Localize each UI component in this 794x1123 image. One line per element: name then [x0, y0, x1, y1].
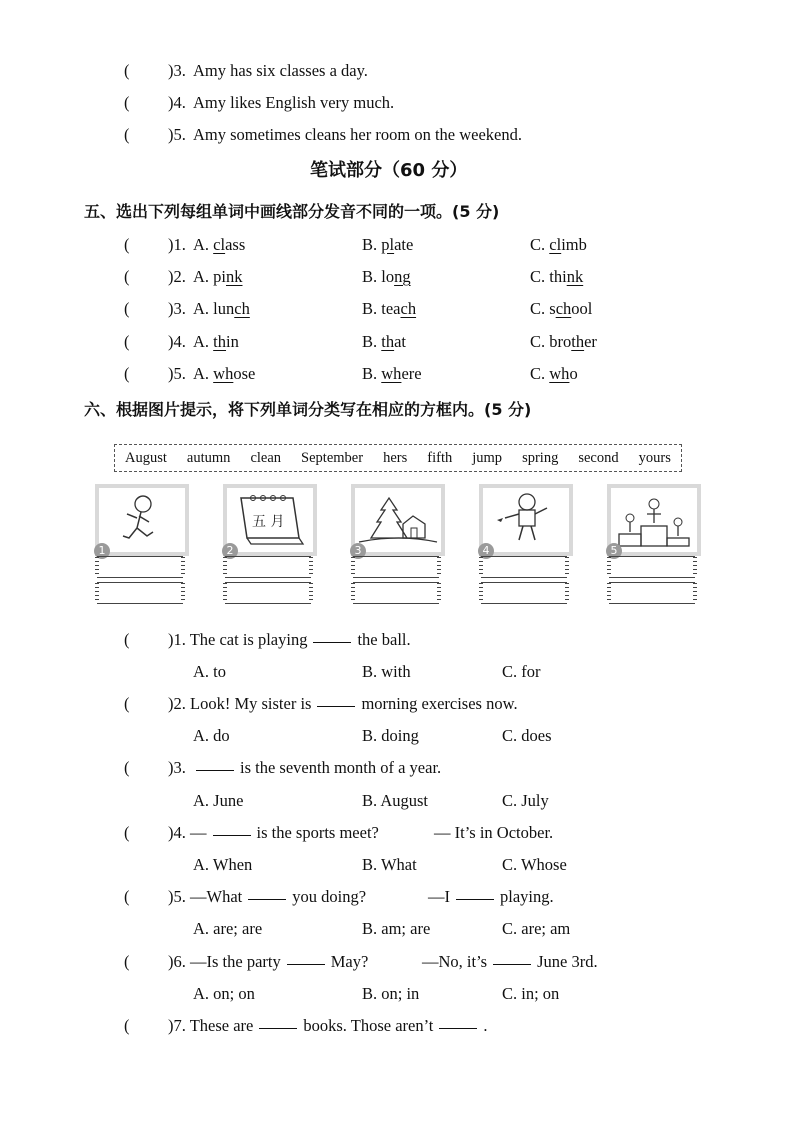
- option-c[interactable]: C. does: [502, 726, 552, 745]
- item-number: )7.: [168, 1016, 186, 1035]
- written-part-title: 笔试部分（60 分）: [310, 160, 468, 181]
- underlined-letters: wh: [381, 364, 402, 383]
- answer-paren[interactable]: (: [124, 1016, 130, 1035]
- word-bank-item: autumn: [186, 449, 231, 466]
- fill-blank[interactable]: [493, 963, 531, 965]
- question-part: The cat is playing: [189, 630, 308, 649]
- option-prefix: C. s: [530, 299, 556, 318]
- underlined-letters: th: [571, 332, 585, 351]
- answer-box[interactable]: [609, 556, 695, 578]
- question-part: —Is the party: [190, 952, 281, 971]
- question-text: [168, 1016, 488, 1036]
- option-prefix: C.: [530, 364, 550, 383]
- answer-paren[interactable]: (: [124, 93, 130, 112]
- answer-paren[interactable]: (: [124, 887, 130, 906]
- option-c[interactable]: [530, 364, 578, 384]
- option-suffix: in: [226, 332, 239, 351]
- fill-blank[interactable]: [287, 963, 325, 965]
- answer-box[interactable]: [481, 582, 567, 604]
- picture-number-badge: 4: [478, 543, 494, 559]
- option-prefix: C. bro: [530, 332, 572, 351]
- option-c[interactable]: C. for: [502, 662, 541, 681]
- underlined-letters: wh: [213, 364, 234, 383]
- option-b[interactable]: [362, 235, 413, 255]
- option-c[interactable]: [530, 235, 587, 255]
- word-bank-item: jump: [472, 449, 503, 466]
- picture-jumping-boy: [479, 484, 573, 556]
- statement-text: Amy sometimes cleans her room on the weekend.: [193, 125, 522, 144]
- option-a[interactable]: A. When: [193, 855, 253, 874]
- picture-number-badge: 3: [350, 543, 366, 559]
- word-bank-item: spring: [522, 449, 559, 466]
- answer-paren[interactable]: (: [124, 332, 130, 351]
- item-number: )6.: [168, 952, 186, 971]
- jumping-boy-icon: [483, 488, 569, 552]
- option-suffix: ool: [571, 299, 593, 318]
- question-part: is the seventh month of a year.: [240, 758, 442, 777]
- question-part: —I: [428, 887, 450, 906]
- option-prefix: C. thi: [530, 267, 567, 286]
- answer-box[interactable]: [97, 582, 183, 604]
- snowy-house-icon: [355, 488, 441, 552]
- option-b[interactable]: [362, 299, 416, 319]
- calendar-label: 五 月: [252, 514, 285, 530]
- option-a[interactable]: [193, 235, 245, 255]
- underlined-letters: ng: [394, 267, 411, 286]
- question-part: May?: [330, 952, 369, 971]
- answer-box[interactable]: [353, 582, 439, 604]
- answer-paren[interactable]: (: [124, 630, 130, 649]
- item-number: )4.: [168, 823, 186, 842]
- item-number: )5.: [168, 364, 186, 383]
- item-number: )2.: [168, 694, 186, 713]
- answer-paren[interactable]: (: [124, 235, 130, 254]
- option-a[interactable]: A. June: [193, 791, 244, 810]
- answer-paren[interactable]: (: [124, 823, 130, 842]
- option-b[interactable]: B. with: [362, 662, 411, 681]
- picture-running-boy: [95, 484, 189, 556]
- option-prefix: B. lo: [362, 267, 395, 286]
- answer-paren[interactable]: (: [124, 299, 130, 318]
- option-b[interactable]: [362, 267, 411, 287]
- answer-paren[interactable]: (: [124, 952, 130, 971]
- option-c[interactable]: [530, 267, 583, 287]
- option-c[interactable]: C. July: [502, 791, 549, 810]
- option-b[interactable]: B. August: [362, 791, 429, 810]
- underlined-letters: pl: [381, 235, 395, 254]
- item-number: )5.: [168, 887, 186, 906]
- option-c[interactable]: C. are; am: [502, 919, 571, 938]
- question-part: These are: [189, 1016, 254, 1035]
- answer-paren[interactable]: (: [124, 61, 130, 80]
- option-b[interactable]: B. What: [362, 855, 417, 874]
- answer-paren[interactable]: (: [124, 267, 130, 286]
- option-a[interactable]: [193, 299, 250, 319]
- option-a[interactable]: A. are; are: [193, 919, 263, 938]
- item-number: )4.: [168, 332, 186, 351]
- question-text: [168, 758, 441, 778]
- option-prefix: B.: [362, 364, 382, 383]
- answer-paren[interactable]: (: [124, 758, 130, 777]
- fill-blank[interactable]: [248, 898, 286, 900]
- question-part: playing.: [500, 887, 554, 906]
- section5-title: 五、选出下列每组单词中画线部分发音不同的一项。(5 分): [84, 202, 500, 221]
- question-part: Look! My sister is: [190, 694, 312, 713]
- answer-box[interactable]: [481, 556, 567, 578]
- question-part: —What: [190, 887, 243, 906]
- option-a[interactable]: A. do: [193, 726, 230, 745]
- word-bank-item: August: [125, 449, 167, 466]
- option-suffix: o: [569, 364, 578, 383]
- section6-title: 六、根据图片提示，将下列单词分类写在相应的方框内。(5 分): [84, 400, 532, 419]
- option-b[interactable]: [362, 332, 406, 352]
- fill-blank[interactable]: [439, 1027, 477, 1029]
- underlined-letters: ch: [555, 299, 572, 318]
- picture-podium: [607, 484, 701, 556]
- word-bank-item: fifth: [427, 449, 453, 466]
- answer-box[interactable]: [97, 556, 183, 578]
- fill-blank[interactable]: [456, 898, 494, 900]
- underlined-letters: nk: [566, 267, 584, 286]
- picture-number-badge: 5: [606, 543, 622, 559]
- question-text: [168, 823, 379, 843]
- item-number: )3.: [168, 61, 186, 80]
- question-part: June 3rd.: [537, 952, 598, 971]
- option-suffix: ere: [401, 364, 422, 383]
- option-c[interactable]: C. in; on: [502, 984, 560, 1003]
- question-text: [168, 887, 366, 907]
- underlined-letters: ch: [400, 299, 417, 318]
- question-part: morning exercises now.: [361, 694, 518, 713]
- question-part: —No, it’s: [422, 952, 488, 971]
- picture-number-badge: 2: [222, 543, 238, 559]
- option-suffix: ose: [233, 364, 256, 383]
- word-bank-item: clean: [250, 449, 282, 466]
- option-a[interactable]: A. to: [193, 662, 226, 681]
- option-b[interactable]: B. am; are: [362, 919, 431, 938]
- answer-paren[interactable]: (: [124, 125, 130, 144]
- option-b[interactable]: B. on; in: [362, 984, 420, 1003]
- option-prefix: A.: [193, 235, 214, 254]
- question-text: [168, 694, 518, 714]
- answer-box[interactable]: [225, 556, 311, 578]
- question-reply: [428, 887, 554, 907]
- option-prefix: A.: [193, 364, 214, 383]
- underlined-letters: th: [213, 332, 227, 351]
- podium-icon: [611, 488, 697, 552]
- option-c[interactable]: [530, 299, 592, 319]
- statement-text: Amy has six classes a day.: [193, 61, 368, 80]
- underlined-letters: ch: [234, 299, 250, 318]
- question-text: [168, 630, 411, 650]
- answer-box[interactable]: [609, 582, 695, 604]
- option-a[interactable]: A. on; on: [193, 984, 255, 1003]
- option-prefix: C.: [530, 235, 550, 254]
- option-suffix: ate: [394, 235, 414, 254]
- word-bank-item: second: [578, 449, 619, 466]
- calendar-icon: [227, 488, 313, 552]
- item-number: )5.: [168, 125, 186, 144]
- option-a[interactable]: [193, 267, 243, 287]
- statement-text: Amy likes English very much.: [193, 93, 395, 112]
- underlined-letters: th: [381, 332, 395, 351]
- question-part: .: [483, 1016, 488, 1035]
- item-number: )3.: [168, 299, 186, 318]
- word-bank-item: hers: [383, 449, 408, 466]
- option-prefix: A. pi: [193, 267, 226, 286]
- fill-blank[interactable]: [317, 705, 355, 707]
- question-reply: [422, 952, 598, 972]
- word-bank-item: yours: [638, 449, 671, 466]
- picture-calendar: [223, 484, 317, 556]
- item-number: )2.: [168, 267, 186, 286]
- fill-blank[interactable]: [196, 769, 234, 771]
- option-a[interactable]: [193, 332, 239, 352]
- question-part: books. Those aren’t: [303, 1016, 434, 1035]
- option-suffix: imb: [561, 235, 587, 254]
- question-part: you doing?: [292, 887, 367, 906]
- option-suffix: ass: [225, 235, 246, 254]
- picture-snowy-house: [351, 484, 445, 556]
- answer-box[interactable]: [225, 582, 311, 604]
- item-number: )1.: [168, 235, 186, 254]
- option-prefix: A. lun: [193, 299, 235, 318]
- option-b[interactable]: B. doing: [362, 726, 419, 745]
- item-number: )1.: [168, 630, 186, 649]
- item-number: )3.: [168, 758, 186, 777]
- option-prefix: B. tea: [362, 299, 401, 318]
- underlined-letters: cl: [213, 235, 226, 254]
- question-text: [168, 952, 368, 972]
- question-part: —: [190, 823, 207, 842]
- option-prefix: A.: [193, 332, 214, 351]
- item-number: )4.: [168, 93, 186, 112]
- answer-paren[interactable]: (: [124, 364, 130, 383]
- option-suffix: at: [394, 332, 407, 351]
- option-a[interactable]: [193, 364, 255, 384]
- option-prefix: B.: [362, 235, 382, 254]
- running-boy-icon: [99, 488, 185, 552]
- fill-blank[interactable]: [259, 1027, 297, 1029]
- underlined-letters: cl: [549, 235, 562, 254]
- fill-blank[interactable]: [313, 641, 351, 643]
- word-bank-item: September: [301, 449, 364, 466]
- question-part: the ball.: [357, 630, 411, 649]
- underlined-letters: wh: [549, 364, 570, 383]
- option-suffix: er: [584, 332, 597, 351]
- option-c[interactable]: C. Whose: [502, 855, 567, 874]
- question-reply: — It’s in October.: [434, 823, 554, 842]
- fill-blank[interactable]: [213, 834, 251, 836]
- answer-paren[interactable]: (: [124, 694, 130, 713]
- word-bank: [114, 444, 682, 472]
- underlined-letters: nk: [226, 267, 243, 286]
- option-b[interactable]: [362, 364, 422, 384]
- answer-box[interactable]: [353, 556, 439, 578]
- picture-number-badge: 1: [94, 543, 110, 559]
- option-prefix: B.: [362, 332, 382, 351]
- option-c[interactable]: [530, 332, 597, 352]
- question-part: is the sports meet?: [256, 823, 379, 842]
